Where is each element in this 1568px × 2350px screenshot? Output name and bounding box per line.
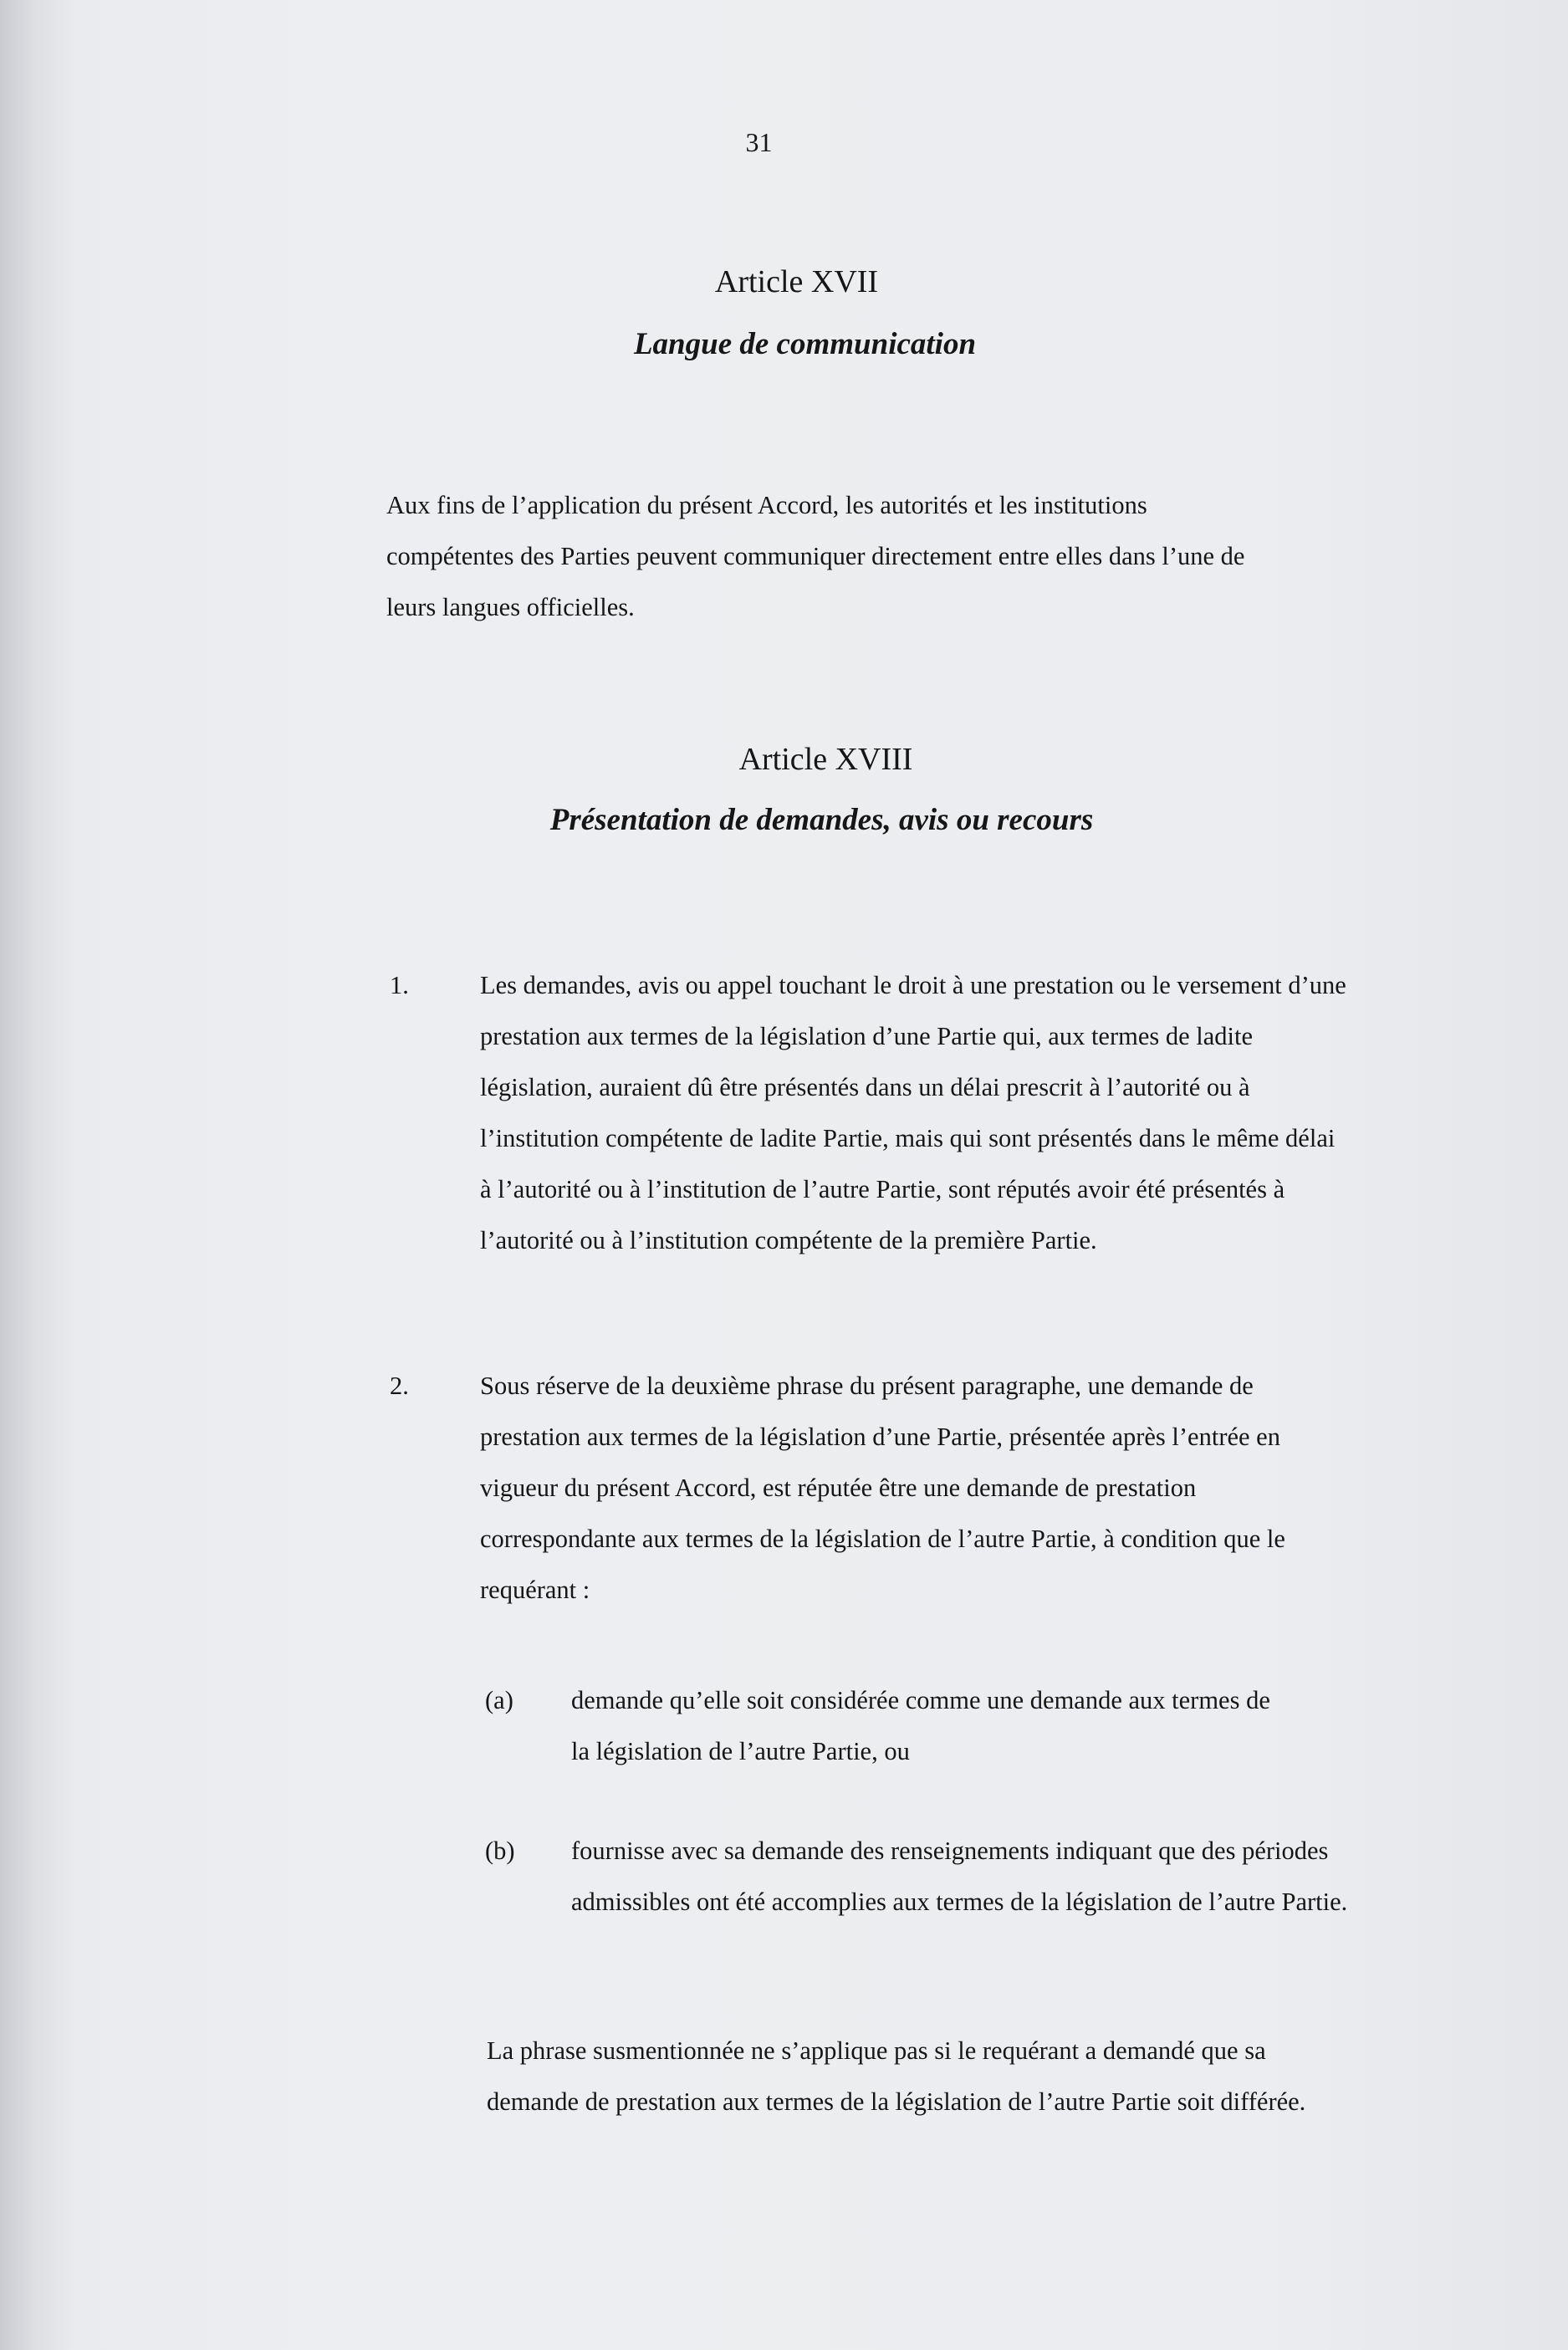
paragraph-1-number: 1. bbox=[390, 971, 409, 999]
article-17-body: Aux fins de l’application du présent Accord, les autorités et les institutions compétentes des Parties peuvent communiquer directement entre elles dans l’une de leurs langues officielles. bbox=[386, 491, 1245, 621]
paragraph-2-number: 2. bbox=[390, 1372, 409, 1400]
article-17-title: Article XVII bbox=[714, 264, 879, 299]
page-number: 31 bbox=[745, 127, 773, 157]
subitem-a-text: demande qu’elle soit considérée comme une demande aux termes de la législation de l’autre Partie, ou bbox=[571, 1686, 1270, 1765]
article-17-subtitle: Langue de communication bbox=[633, 327, 977, 361]
paragraph-2-text: Sous réserve de la deuxième phrase du présent paragraphe, une demande de prestation aux termes de la législation d’une Partie, présentée après l’entrée en vigueur du présent Accord, est réputée être une demande de prestation correspondante aux termes de la législation de l’autre Partie, à condition que le requérant : bbox=[480, 1372, 1285, 1604]
subitem-b-label: (b) bbox=[485, 1837, 515, 1865]
paragraph-1-text: Les demandes, avis ou appel touchant le droit à une prestation ou le versement d’une prestation aux termes de la législation d’une Partie qui, aux termes de ladite législation, auraient dû être présentés dans un délai prescrit à l’autorité ou à l’institution compétente de ladite Partie, mais qui sont présentés dans le même délai à l’autorité ou à l’institution de l’autre Partie, sont réputés avoir été présentés à l’autorité ou à l’institution compétente de la première Partie. bbox=[480, 971, 1346, 1254]
subitem-b-text: fournisse avec sa demande des renseignements indiquant que des périodes admissibles ont été accomplies aux termes de la législation de l’autre Partie. bbox=[571, 1837, 1348, 1916]
article-18-title: Article XVIII bbox=[738, 742, 913, 777]
article-18-subtitle: Présentation de demandes, avis ou recours bbox=[549, 803, 1094, 837]
subitem-a-label: (a) bbox=[485, 1686, 513, 1714]
closing-paragraph: La phrase susmentionnée ne s’applique pas si le requérant a demandé que sa demande de prestation aux termes de la législation de l’autre Partie soit différée. bbox=[487, 2036, 1306, 2116]
